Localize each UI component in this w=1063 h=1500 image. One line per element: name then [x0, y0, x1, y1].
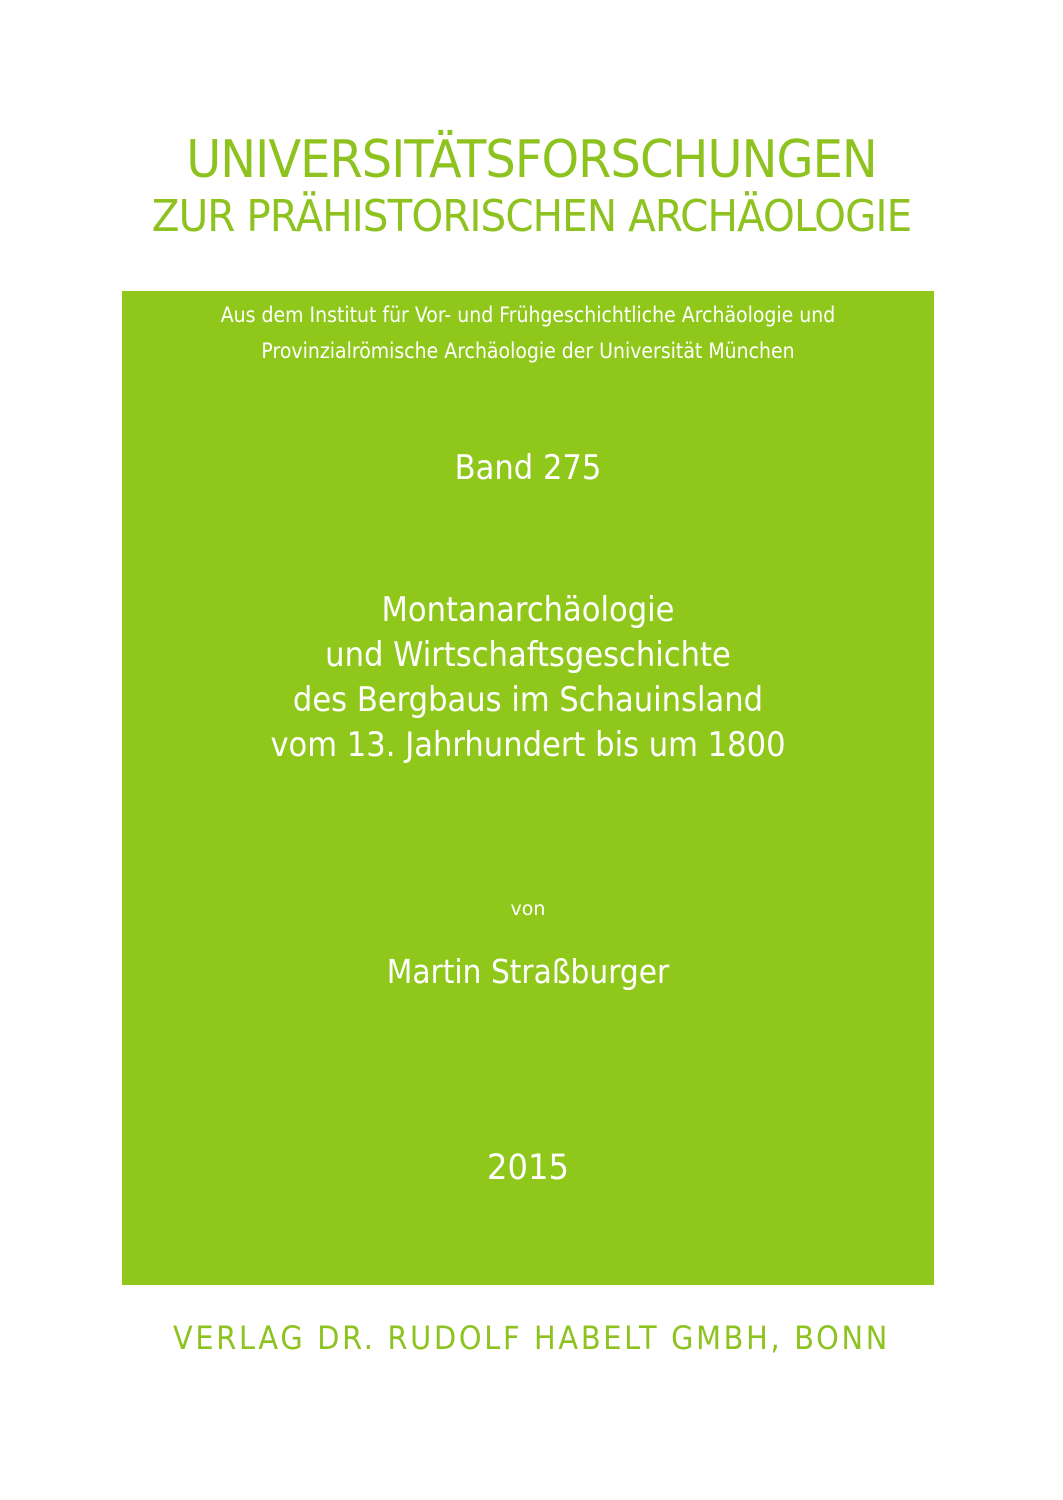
- publisher-name: VERLAG DR. RUDOLF HABELT GMBH, BONN: [173, 1319, 890, 1357]
- book-title-line-3: des Bergbaus im Schauinsland: [292, 680, 764, 720]
- institute-line-2: Provinzialrömische Archäologie der Universität München: [261, 339, 795, 363]
- book-title: [163, 588, 894, 768]
- by-label: von: [510, 898, 546, 920]
- title-panel: [122, 291, 934, 1285]
- series-title-line-2: ZUR PRÄHISTORISCHEN ARCHÄOLOGIE: [151, 191, 912, 242]
- book-title-line-2: und Wirtschaftsgeschichte: [325, 635, 731, 675]
- author-name: Martin Straßburger: [386, 952, 670, 991]
- publication-year: 2015: [487, 1148, 569, 1188]
- book-title-line-1: Montanarchäologie: [381, 590, 675, 630]
- series-title-line-1: UNIVERSITÄTSFORSCHUNGEN: [186, 130, 877, 190]
- book-title-line-4: vom 13. Jahrhundert bis um 1800: [270, 725, 786, 765]
- volume-number: Band 275: [454, 448, 602, 488]
- institute-line-1: Aus dem Institut für Vor- und Frühgeschichtliche Archäologie und: [220, 303, 836, 327]
- institute-credit: [163, 297, 894, 369]
